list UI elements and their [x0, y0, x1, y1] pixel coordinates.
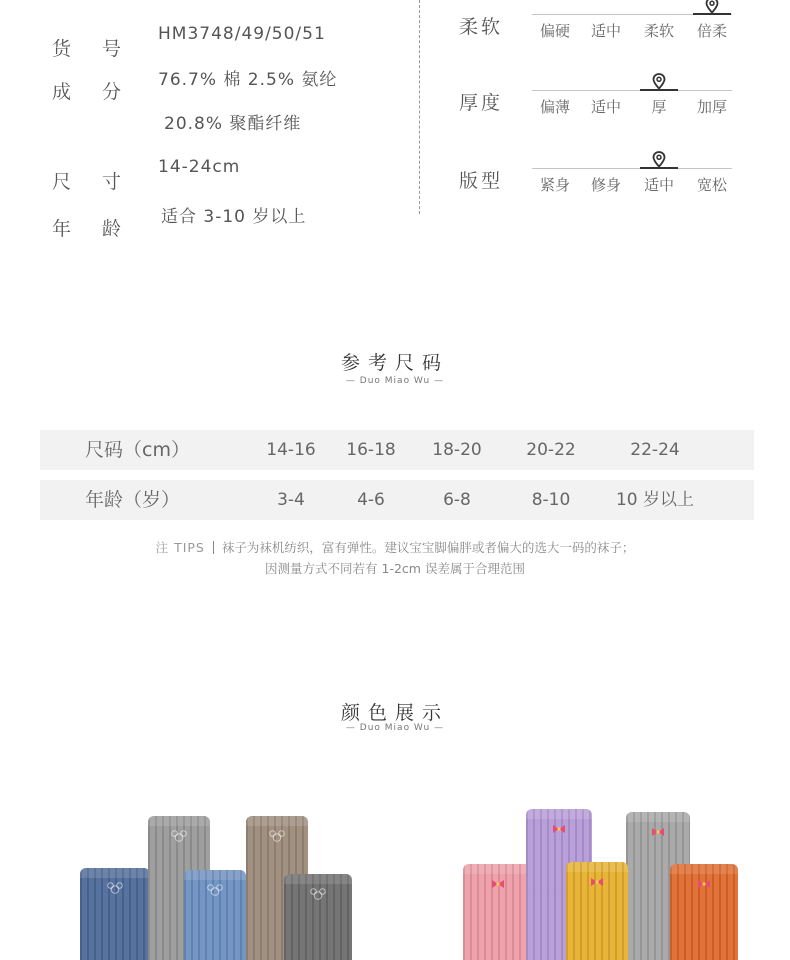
sock [463, 864, 533, 960]
scale-option: 修身 [590, 176, 621, 194]
size-table-cell: 16-18 [346, 440, 396, 460]
tips-tag: 注 TIPS [155, 540, 205, 555]
size-table-row [40, 430, 754, 470]
size-table-row-header: 年龄（岁） [85, 489, 181, 511]
info-value: 适合 3-10 岁以上 [161, 206, 307, 227]
mouse-head-motif-icon [310, 888, 326, 900]
scale-option: 厚 [651, 98, 667, 116]
location-pin-icon [705, 0, 719, 15]
info-label-char: 龄 [102, 218, 122, 240]
sock [670, 864, 738, 960]
bow-motif-icon [650, 826, 666, 838]
info-label-char: 寸 [102, 171, 122, 193]
scale-option: 适中 [590, 98, 621, 116]
scale-option: 适中 [590, 22, 621, 40]
sock [566, 862, 628, 960]
sock [80, 868, 150, 960]
sock-set-image-left [78, 800, 358, 960]
scale-option: 加厚 [696, 98, 727, 116]
info-label-char: 分 [102, 81, 122, 103]
bow-motif-icon [551, 823, 567, 835]
info-label-char: 尺 [52, 171, 72, 193]
color-section-title: 颜色展示 [340, 702, 449, 724]
size-table-cell: 6-8 [443, 490, 471, 510]
scale-option: 适中 [643, 176, 674, 194]
info-label-char: 货 [52, 38, 72, 60]
info-value: 14-24cm [158, 157, 241, 177]
size-table-cell: 4-6 [357, 490, 385, 510]
info-label-char: 号 [102, 38, 122, 60]
bow-motif-icon [696, 878, 712, 890]
section-divider [419, 0, 420, 214]
color-section-subtitle: — Duo Miao Wu — [345, 723, 445, 733]
size-table-cell: 8-10 [531, 490, 571, 510]
info-label-char: 年 [52, 218, 72, 240]
scale-track [532, 168, 732, 169]
scale-label: 柔软 [459, 16, 504, 38]
scale-label: 版型 [459, 170, 504, 192]
tips-line-1 [0, 538, 790, 556]
scale-option: 紧身 [539, 176, 570, 194]
size-table-cell: 22-24 [630, 440, 680, 460]
size-table-cell: 3-4 [277, 490, 305, 510]
tips-line-2: 因测量方式不同若有 1-2cm 误差属于合理范围 [265, 561, 525, 576]
bow-motif-icon [490, 878, 506, 890]
sock [184, 870, 246, 960]
size-section-title: 参考尺码 [340, 352, 449, 374]
scale-option: 柔软 [643, 22, 674, 40]
mouse-head-motif-icon [171, 830, 187, 842]
info-value: 76.7% 棉 2.5% 氨纶 [158, 69, 338, 90]
location-pin-icon [652, 151, 666, 169]
mouse-head-motif-icon [269, 830, 285, 842]
location-pin-icon [652, 73, 666, 91]
sock [284, 874, 352, 960]
tips-text-1: 袜子为袜机纺织，富有弹性。建议宝宝脚偏胖或者偏大的选大一码的袜子； [221, 540, 635, 555]
bow-motif-icon [589, 876, 605, 888]
size-table-cell: 18-20 [432, 440, 482, 460]
mouse-head-motif-icon [107, 882, 123, 894]
size-table-cell: 14-16 [266, 440, 316, 460]
tips-separator [213, 541, 214, 554]
scale-option: 宽松 [696, 176, 727, 194]
info-label-char: 成 [52, 81, 72, 103]
info-value: 20.8% 聚酯纤维 [164, 113, 302, 134]
sock-set-image-right [460, 800, 740, 960]
size-table-cell: 10 岁以上 [615, 490, 695, 510]
info-value: HM3748/49/50/51 [158, 24, 326, 44]
scale-option: 偏薄 [539, 98, 570, 116]
scale-option: 倍柔 [696, 22, 727, 40]
scale-label: 厚度 [459, 92, 504, 114]
size-table-row [40, 480, 754, 520]
size-table-cell: 20-22 [526, 440, 576, 460]
size-table-row-header: 尺码（cm） [85, 439, 190, 461]
size-section-subtitle: — Duo Miao Wu — [345, 376, 445, 386]
scale-option: 偏硬 [539, 22, 570, 40]
scale-track [532, 90, 732, 91]
mouse-head-motif-icon [207, 884, 223, 896]
